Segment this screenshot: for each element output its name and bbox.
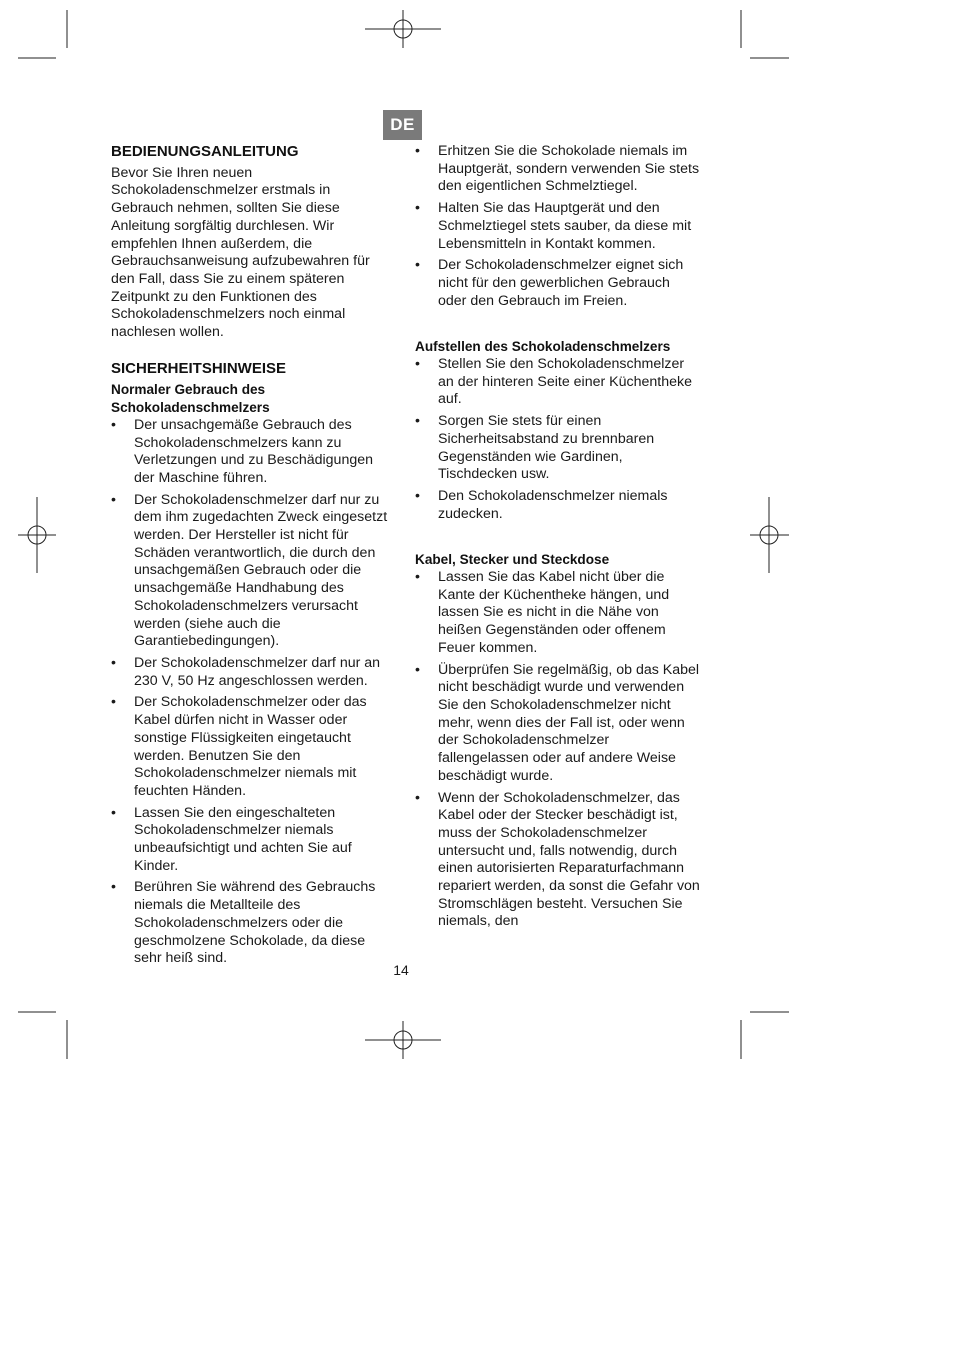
list-item: [415, 200, 700, 253]
bullet-icon: •: [111, 416, 116, 433]
list-item-text: Halten Sie das Hauptgerät und den Schmelztiegel stets sauber, da diese mit Lebensmitteln in Kontakt kommen.: [438, 200, 692, 252]
heading-sicherheitshinweise: SICHERHEITSHINWEISE: [111, 359, 287, 377]
list-item: [415, 662, 700, 786]
list-item: [111, 492, 395, 651]
bullet-icon: •: [415, 789, 420, 806]
subheading-normaler-gebrauch: Normaler Gebrauch des Schokoladenschmelzers: [111, 382, 270, 416]
list-item: [415, 413, 700, 484]
bullet-icon: •: [111, 654, 116, 671]
intro-paragraph: Bevor Sie Ihren neuen Schokoladenschmelzer erstmals in Gebrauch nehmen, sollten Sie diese Anleitung sorgfältig durchlesen. Wir empfehlen Ihnen außerdem, die Gebrauchsanweisung aufzubewahren für den Fall, dass Sie zu einem späteren Zeitpunkt zu den Funktionen des Schokoladenschmelzers noch einmal nachlesen wollen.: [111, 164, 370, 341]
list-item: [415, 257, 700, 310]
subheading-kabel-stecker: Kabel, Stecker und Steckdose: [415, 552, 610, 568]
list-item: [111, 879, 395, 968]
bullet-icon: •: [111, 879, 116, 896]
list-item-text: Lassen Sie den eingeschalteten Schokoladenschmelzer niemals unbeaufsichtigt und achten Sie auf Kinder.: [134, 804, 352, 874]
list-item-text: Der Schokoladenschmelzer darf nur zu dem ihm zugedachten Zweck eingesetzt werden. Der Hersteller ist nicht für Schäden verantwortlich, die durch den unsachgemäßen Gebrauch oder die unsachgemäße Handhabung des Schokoladenschmelzers verursacht werden (siehe auch die Garantiebedingungen).: [134, 491, 388, 650]
list-item: [415, 488, 700, 523]
list-item-text: Überprüfen Sie regelmäßig, ob das Kabel nicht beschädigt wurde und verwenden Sie den Schokoladenschmelzer nicht mehr, wenn dies der Fall ist, oder wenn der Schokoladenschmelzer fallengelassen oder auf andere Weise beschädigt wurde.: [438, 661, 700, 784]
setup-list: [415, 356, 700, 523]
bullet-icon: •: [415, 413, 420, 430]
list-item: [111, 805, 395, 876]
list-item-text: Wenn der Schokoladenschmelzer, das Kabel oder der Stecker beschädigt ist, muss der Schokoladenschmelzer untersucht und, falls notwendig, durch einen autorisierten Reparaturfachmann repariert werden, da sonst die Gefahr von Stromschlägen besteht. Versuchen Sie niemals, den: [438, 789, 700, 930]
list-item: [415, 569, 700, 658]
list-item: [415, 790, 700, 932]
page-number: 14: [393, 962, 409, 978]
list-item-text: Der unsachgemäße Gebrauch des Schokoladenschmelzers kann zu Verletzungen und zu Beschädigungen der Maschine führen.: [134, 416, 374, 486]
list-item-text: Berühren Sie während des Gebrauchs niemals die Metallteile des Schokoladenschmelzers oder die geschmolzene Schokolade, da diese sehr heiß sind.: [134, 879, 376, 967]
list-item: [111, 655, 395, 690]
bullet-icon: •: [415, 487, 420, 504]
bullet-icon: •: [415, 200, 420, 217]
bullet-icon: •: [111, 804, 116, 821]
right-column: [415, 143, 700, 935]
bullet-icon: •: [111, 694, 116, 711]
bullet-icon: •: [415, 661, 420, 678]
bullet-icon: •: [415, 143, 420, 159]
left-column: [111, 143, 395, 972]
list-item-text: Lassen Sie das Kabel nicht über die Kante der Küchentheke hängen, und lassen Sie es nicht in die Nähe von heißen Gegenständen oder offenem Feuer kommen.: [438, 569, 670, 656]
list-item-text: Der Schokoladenschmelzer darf nur an 230 V, 50 Hz angeschlossen werden.: [134, 654, 381, 689]
safety-list: [111, 417, 395, 968]
subheading-aufstellen: Aufstellen des Schokoladenschmelzers: [415, 339, 671, 355]
heading-bedienungsanleitung: BEDIENUNGSANLEITUNG: [111, 143, 299, 160]
list-item: [415, 143, 700, 196]
list-item-text: Der Schokoladenschmelzer oder das Kabel dürfen nicht in Wasser oder sonstige Flüssigkeiten eingetaucht werden. Benutzen Sie den Schokoladenschmelzer niemals mit feuchten Händen.: [134, 694, 367, 799]
bullet-icon: •: [111, 491, 116, 508]
list-item-text: Erhitzen Sie die Schokolade niemals im Hauptgerät, sondern verwenden Sie stets den eigentlichen Schmelztiegel.: [438, 143, 700, 195]
bullet-icon: •: [415, 569, 420, 586]
bullet-icon: •: [415, 257, 420, 274]
list-item-text: Stellen Sie den Schokoladenschmelzer an der hinteren Seite einer Küchentheke auf.: [438, 356, 692, 408]
list-item: [415, 356, 700, 409]
list-item-text: Sorgen Sie stets für einen Sicherheitsabstand zu brennbaren Gegenständen wie Gardinen, Tischdecken usw.: [438, 413, 655, 483]
bullet-icon: •: [415, 356, 420, 373]
usage-list: [415, 143, 700, 310]
list-item: [111, 694, 395, 800]
language-tab: DE: [383, 110, 422, 140]
list-item-text: Den Schokoladenschmelzer niemals zudecken.: [438, 487, 668, 522]
list-item: [111, 417, 395, 488]
cable-list: [415, 569, 700, 931]
list-item-text: Der Schokoladenschmelzer eignet sich nicht für den gewerblichen Gebrauch oder den Gebrauch im Freien.: [438, 257, 684, 309]
